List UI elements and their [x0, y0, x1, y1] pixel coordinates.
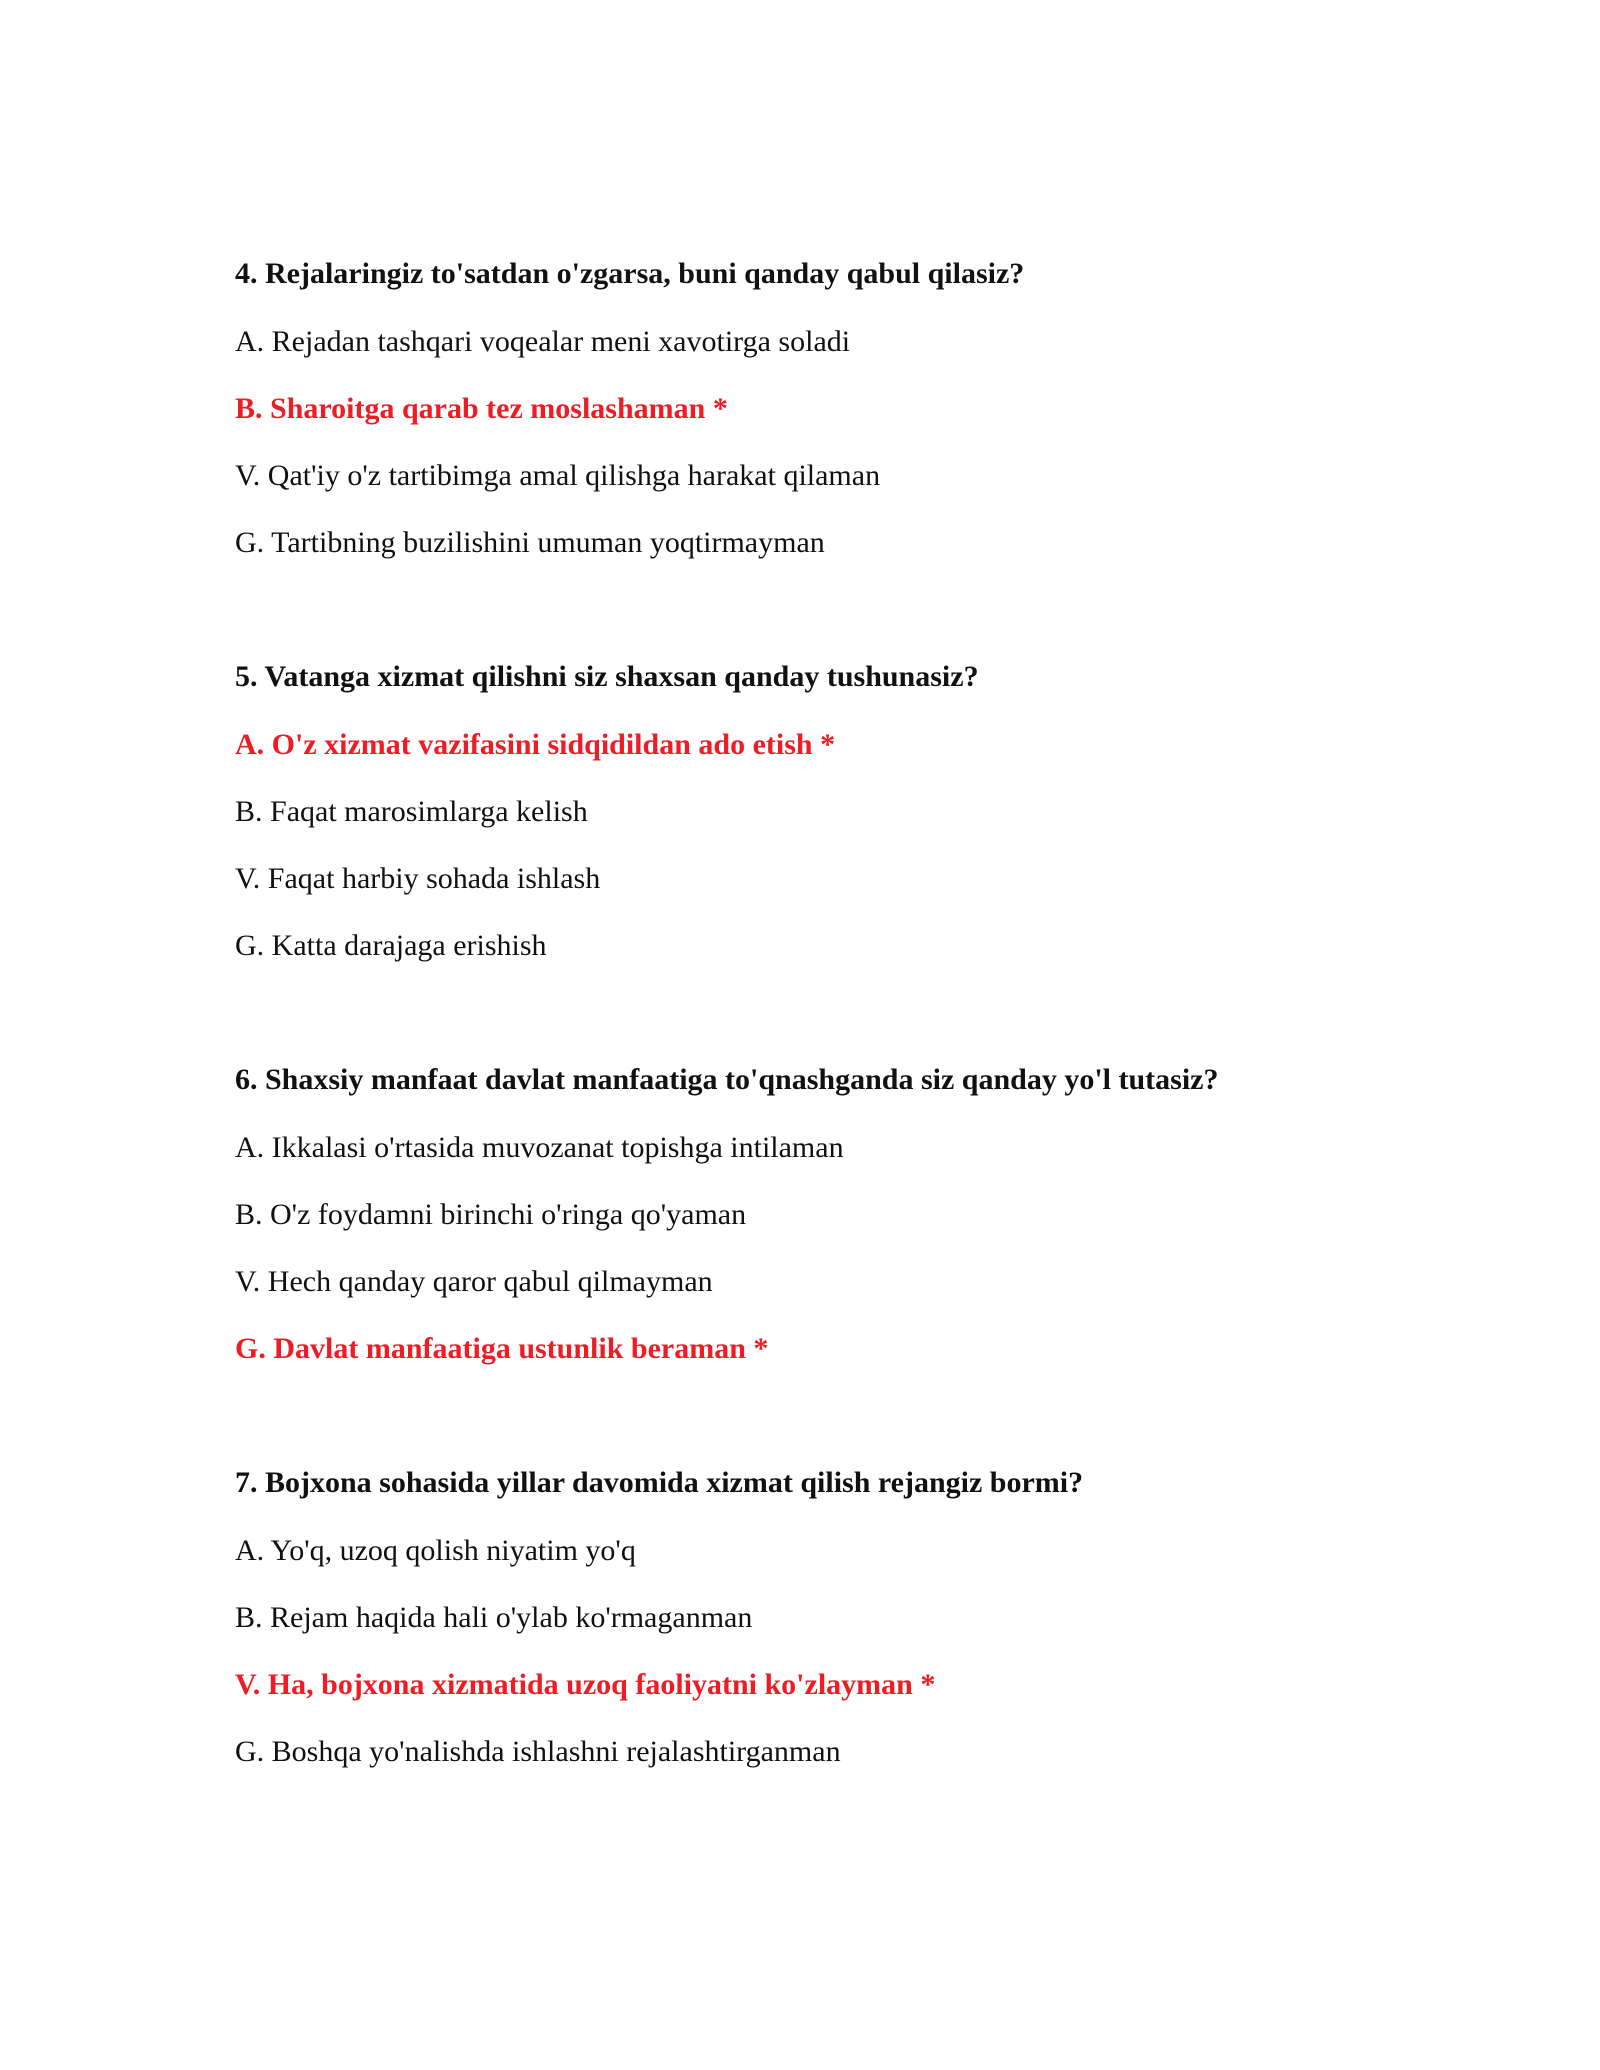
answer-option: A. Yo'q, uzoq qolish niyatim yo'q: [235, 1534, 636, 1567]
answer-option: A. Ikkalasi o'rtasida muvozanat topishga intilaman: [235, 1131, 844, 1164]
answer-option: G. Tartibning buzilishini umuman yoqtirmayman: [235, 526, 825, 559]
answer-option: B. Rejam haqida hali o'ylab ko'rmaganman: [235, 1601, 753, 1634]
question-title: 4. Rejalaringiz to'satdan o'zgarsa, buni qanday qabul qilasiz?: [235, 257, 1025, 290]
correct-answer-option: V. Ha, bojxona xizmatida uzoq faoliyatni ko'zlayman *: [235, 1668, 936, 1701]
question-title: 7. Bojxona sohasida yillar davomida xizmat qilish rejangiz bormi?: [235, 1466, 1084, 1499]
answer-option: V. Hech qanday qaror qabul qilmayman: [235, 1265, 713, 1298]
answer-option: G. Katta darajaga erishish: [235, 929, 547, 962]
question-title: 6. Shaxsiy manfaat davlat manfaatiga to'qnashganda siz qanday yo'l tutasiz?: [235, 1063, 1219, 1096]
correct-answer-option: G. Davlat manfaatiga ustunlik beraman *: [235, 1332, 769, 1365]
question-title: 5. Vatanga xizmat qilishni siz shaxsan qanday tushunasiz?: [235, 660, 979, 693]
correct-answer-option: A. O'z xizmat vazifasini sidqidildan ado etish *: [235, 728, 836, 761]
answer-option: B. Faqat marosimlarga kelish: [235, 795, 588, 828]
correct-answer-option: B. Sharoitga qarab tez moslashaman *: [235, 392, 728, 425]
answer-option: V. Faqat harbiy sohada ishlash: [235, 862, 601, 895]
answer-option: B. O'z foydamni birinchi o'ringa qo'yaman: [235, 1198, 747, 1231]
answer-option: G. Boshqa yo'nalishda ishlashni rejalashtirganman: [235, 1735, 841, 1768]
answer-option: A. Rejadan tashqari voqealar meni xavotirga soladi: [235, 325, 851, 358]
answer-option: V. Qat'iy o'z tartibimga amal qilishga harakat qilaman: [235, 459, 881, 492]
